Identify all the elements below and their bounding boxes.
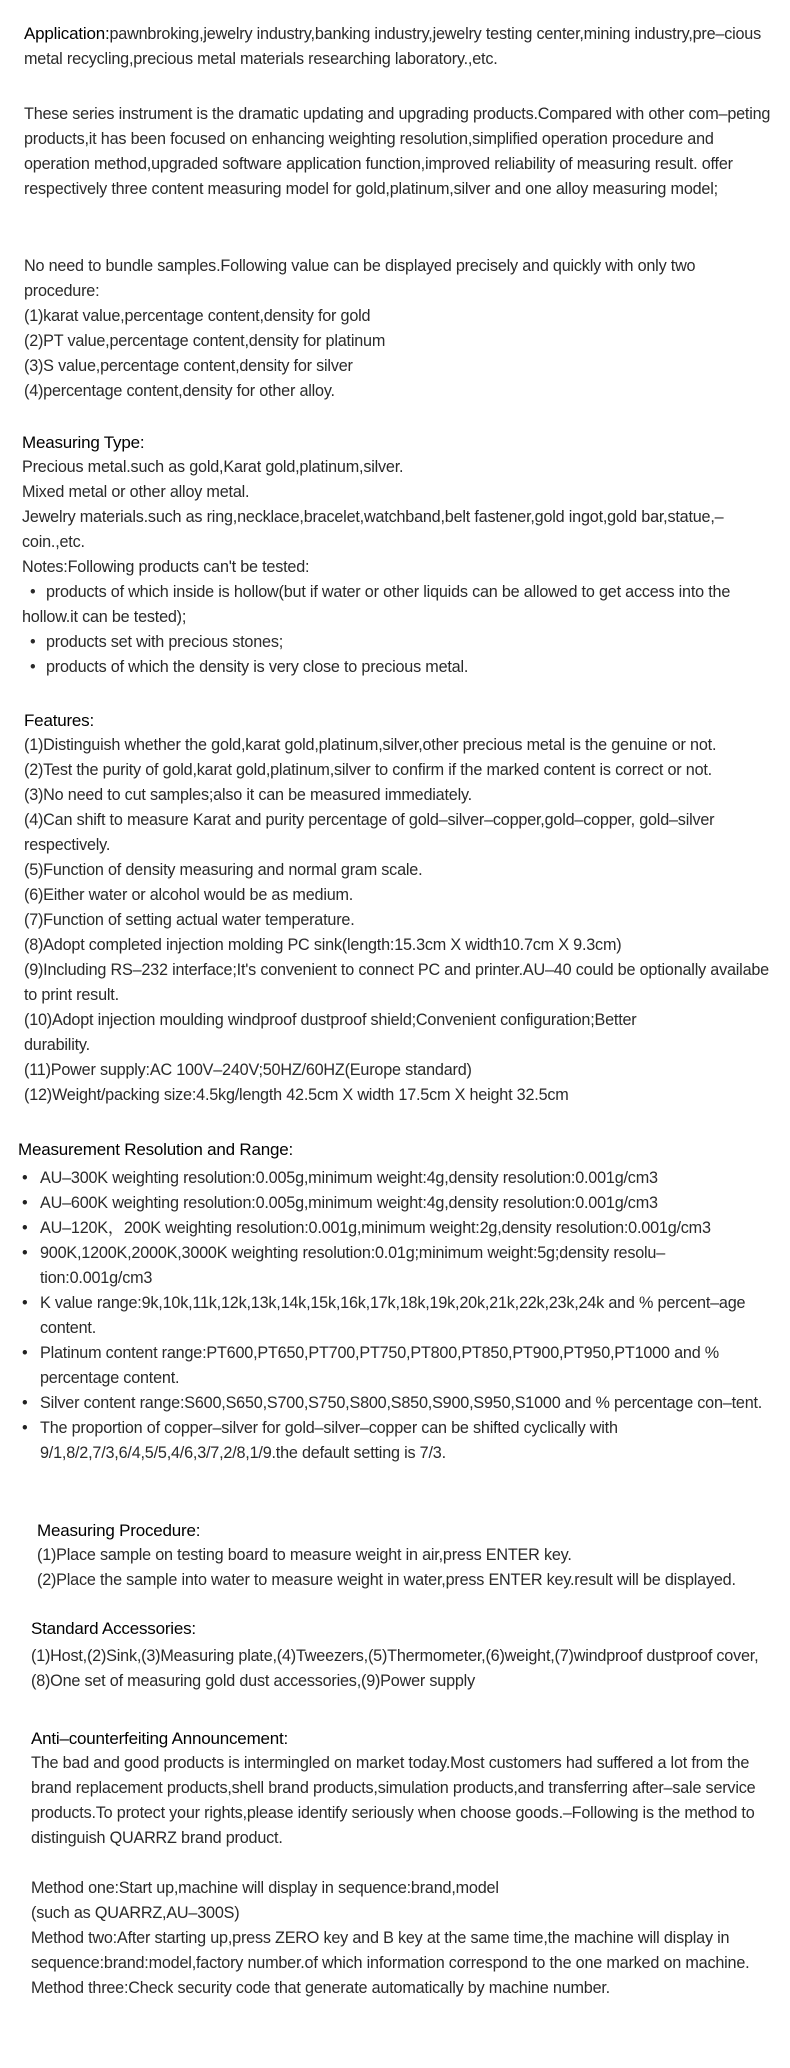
- method-line: Method three:Check security code that generate automatically by machine number.: [31, 1979, 610, 1997]
- feature-item: (9)Including RS–232 interface;It's convenient to connect PC and printer.AU–40 could be optionally availabe to print result.: [24, 961, 769, 1004]
- resolution-item: • AU–300K weighting resolution:0.005g,minimum weight:4g,density resolution:0.001g/cm3: [18, 1166, 772, 1191]
- procedure-intro: No need to bundle samples.Following value can be displayed precisely and quickly with only two procedure:: [24, 257, 696, 300]
- procedure-section: [37, 1518, 777, 1593]
- features-heading: Features:: [24, 711, 95, 730]
- accessories-section: [31, 1616, 761, 1694]
- feature-item: (5)Function of density measuring and normal gram scale.: [24, 861, 423, 879]
- note-text: products of which inside is hollow(but if water or other liquids can be allowed to get access into the hollow.it can be tested);: [22, 583, 731, 626]
- anti-paragraph: The bad and good products is intermingled on market today.Most customers had suffered a lot from the brand replacement products,shell brand products,simulation products,and transferring after–sale service products.To protect your rights,please identify seriously when choose goods.–Following is the method to distinguish QUARRZ brand product.: [31, 1754, 756, 1847]
- measuring-type-line: Notes:Following products can't be tested:: [22, 558, 310, 576]
- anti-heading: Anti–counterfeiting Announcement:: [31, 1729, 289, 1748]
- resolution-section: [18, 1137, 772, 1466]
- procedure-item: (1)Place sample on testing board to measure weight in air,press ENTER key.: [37, 1546, 572, 1564]
- method-line: Method one:Start up,machine will display in sequence:brand,model: [31, 1879, 499, 1897]
- feature-item: (12)Weight/packing size:4.5kg/length 42.5cm X width 17.5cm X height 32.5cm: [24, 1086, 569, 1104]
- intro-item: (1)karat value,percentage content,density for gold: [24, 307, 371, 325]
- procedure-heading: Measuring Procedure:: [37, 1521, 201, 1540]
- anti-section: [31, 1726, 761, 2001]
- feature-item: (10)Adopt injection moulding windproof dustproof shield;Convenient configuration;Better durability.: [24, 1011, 637, 1054]
- feature-item: (8)Adopt completed injection molding PC sink(length:15.3cm X width10.7cm X 9.3cm): [24, 936, 622, 954]
- note-item: [22, 580, 770, 630]
- feature-item: (11)Power supply:AC 100V–240V;50HZ/60HZ(Europe standard): [24, 1061, 472, 1079]
- intro-item: (3)S value,percentage content,density for silver: [24, 357, 353, 375]
- note-text: products of which the density is very close to precious metal.: [46, 658, 469, 676]
- measuring-type-line: Jewelry materials.such as ring,necklace,bracelet,watchband,belt fastener,gold ingot,gold bar,statue,–coin.,etc.: [22, 508, 724, 551]
- bullet-icon: •: [30, 583, 36, 601]
- feature-item: (3)No need to cut samples;also it can be measured immediately.: [24, 786, 472, 804]
- resolution-heading: Measurement Resolution and Range:: [18, 1140, 294, 1159]
- intro-paragraph: These series instrument is the dramatic updating and upgrading products.Compared with other com–peting products,it has been focused on enhancing weighting resolution,simplified operation procedure and operation method,upgraded software application function,improved reliability of measuring result. offer respectively three content measuring model for gold,platinum,silver and one alloy measuring model;: [24, 105, 771, 198]
- accessories-text: (1)Host,(2)Sink,(3)Measuring plate,(4)Tweezers,(5)Thermometer,(6)weight,(7)windproof dustproof cover,(8)One set of measuring gold dust accessories,(9)Power supply: [31, 1647, 759, 1690]
- resolution-item: • AU–120K，200K weighting resolution:0.001g,minimum weight:2g,density resolution:0.001g/cm3: [18, 1216, 772, 1241]
- notes-list: [22, 580, 770, 680]
- application-section: [24, 21, 772, 72]
- note-text: products set with precious stones;: [46, 633, 284, 651]
- application-value: pawnbroking,jewelry industry,banking industry,jewelry testing center,mining industry,pre–cious metal recycling,precious metal materials researching laboratory.,etc.: [24, 25, 762, 68]
- feature-item: (6)Either water or alcohol would be as medium.: [24, 886, 354, 904]
- application-text: [24, 21, 772, 72]
- application-label: Application:: [24, 24, 110, 43]
- resolution-list: [18, 1166, 772, 1466]
- method-line: (such as QUARRZ,AU–300S): [31, 1904, 240, 1922]
- intro-section: [24, 102, 772, 202]
- measuring-type-line: Mixed metal or other alloy metal.: [22, 483, 250, 501]
- resolution-item: • The proportion of copper–silver for gold–silver–copper can be shifted cyclically with 9/1,8/2,7/3,6/4,5/5,4/6,3/7,2/8,1/9.the default setting is 7/3.: [18, 1416, 772, 1466]
- measuring-type-section: [22, 430, 770, 680]
- feature-item: (4)Can shift to measure Karat and purity percentage of gold–silver–copper,gold–copper, gold–silver respectively.: [24, 811, 715, 854]
- resolution-item: • 900K,1200K,2000K,3000K weighting resolution:0.01g;minimum weight:5g;density resolu–tion:0.001g/cm3: [18, 1241, 772, 1291]
- bullet-icon: •: [30, 633, 36, 651]
- method-line: Method two:After starting up,press ZERO key and B key at the same time,the machine will display in sequence:brand:model,factory number.of which information correspond to the one marked on machine.: [31, 1929, 750, 1972]
- feature-item: (7)Function of setting actual water temperature.: [24, 911, 355, 929]
- procedure-intro-section: [24, 254, 772, 404]
- feature-item: (1)Distinguish whether the gold,karat gold,platinum,silver,other precious metal is the genuine or not.: [24, 736, 717, 754]
- procedure-item: (2)Place the sample into water to measure weight in water,press ENTER key.result will be displayed.: [37, 1571, 736, 1589]
- feature-item: (2)Test the purity of gold,karat gold,platinum,silver to confirm if the marked content is correct or not.: [24, 761, 712, 779]
- resolution-item: • Platinum content range:PT600,PT650,PT700,PT750,PT800,PT850,PT900,PT950,PT1000 and % percentage content.: [18, 1341, 772, 1391]
- note-item: [22, 655, 770, 680]
- note-item: [22, 630, 770, 655]
- resolution-item: • K value range:9k,10k,11k,12k,13k,14k,15k,16k,17k,18k,19k,20k,21k,22k,23k,24k and % percent–age content.: [18, 1291, 772, 1341]
- bullet-icon: •: [30, 658, 36, 676]
- intro-item: (4)percentage content,density for other alloy.: [24, 382, 335, 400]
- resolution-item: • Silver content range:S600,S650,S700,S750,S800,S850,S900,S950,S1000 and % percentage con–tent.: [18, 1391, 772, 1416]
- intro-item: (2)PT value,percentage content,density for platinum: [24, 332, 386, 350]
- measuring-type-heading: Measuring Type:: [22, 433, 145, 452]
- features-section: [24, 708, 772, 1108]
- measuring-type-line: Precious metal.such as gold,Karat gold,platinum,silver.: [22, 458, 404, 476]
- accessories-heading: Standard Accessories:: [31, 1619, 196, 1638]
- resolution-item: • AU–600K weighting resolution:0.005g,minimum weight:4g,density resolution:0.001g/cm3: [18, 1191, 772, 1216]
